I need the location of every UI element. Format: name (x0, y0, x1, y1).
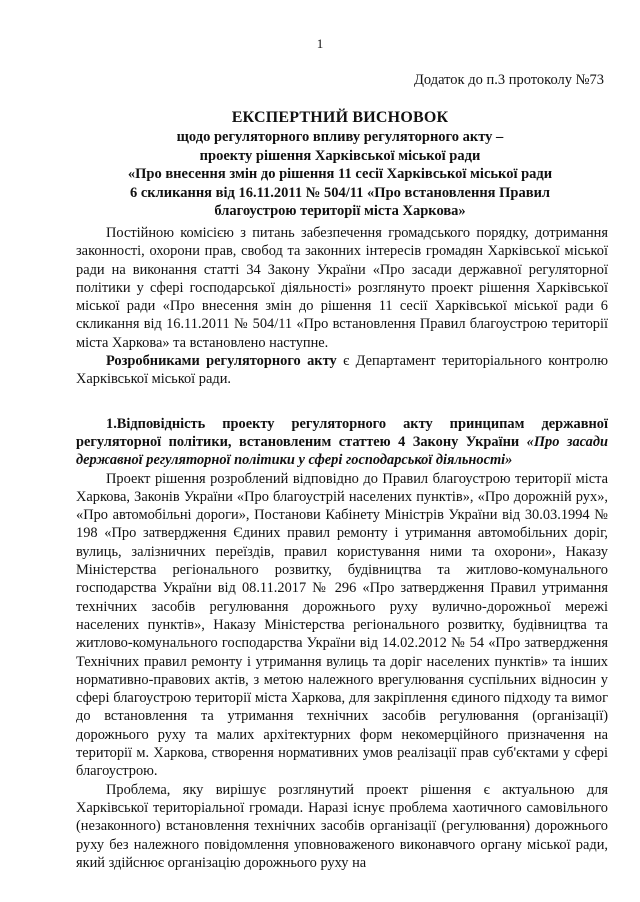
developers-text: є Департамент територіального контролю Харківської міської ради. (76, 353, 608, 388)
heading-line-5: благоустрою території міста Харкова» (214, 203, 466, 219)
problem-paragraph: Проблема, яку вирішує розглянутий проект рішення є актуальною для Харківської територіальної громади. Наразі існує проблема хаотичного самовільного (незаконного) встановлення технічних засобів організації (регулювання) дорожнього руху без належного повідомлення уповноваженого виконавчого органу міської ради, який здійснює організацію дорожнього руху на (76, 781, 608, 871)
intro-paragraph: Постійною комісією з питань забезпечення громадського порядку, дотримання законності, охорони прав, свобод та законних інтересів громадян Харківської міської ради на виконання статті 34 Закону України «Про засади державної регуляторної політики у сфері господарської діяльності» розглянуто проект рішення Харківської міської ради «Про внесення змін до рішення 11 сесії Харківської міської ради 6 скликання від 16.11.2011 № 504/11 «Про встановлення Правил благоустрою території міста Харкова» та встановлено наступне. (76, 225, 608, 351)
developers-paragraph (76, 352, 608, 389)
developers-label: Розробниками регуляторного акту (106, 353, 337, 370)
section-1-heading (76, 415, 608, 470)
heading-line-1: щодо регуляторного впливу регуляторного акту – (176, 129, 504, 145)
annex-reference: Додаток до п.3 протоколу №73 (413, 72, 604, 88)
section-1-heading-bold: 1.Відповідність проекту регуляторного акту принципам державної регуляторної політики, встановленим статтею 4 Закону України (76, 415, 608, 450)
heading-line-3: «Про внесення змін до рішення 11 сесії Харківської міської ради (127, 166, 553, 182)
basis-paragraph: Проект рішення розроблений відповідно до Правил благоустрою території міста Харкова, Законів України «Про благоустрій населених пунктів», «Про дорожній рух», «Про автомобільні дороги», Постанови Кабінету Міністрів України від 30.03.1994 № 198 «Про затвердження Єдиних правил ремонту і утримання автомобільних доріг, вулиць, залізничних переїздів, правил користування ними та охорони», Наказу Міністерства регіонального розвитку, будівництва та житлово-комунального господарства України від 08.11.2017 № 296 «Про затвердження Правил утримання технічних засобів регулювання дорожнього руху вулично-дорожньої мережі населених пунктів», Наказу Міністерства регіонального розвитку, будівництва та житлово-комунального господарства України від 14.02.2012 № 54 «Про затвердження Технічних правил ремонту і утримання вулиць та доріг населених пунктів» та інших нормативно-правових актів, з метою належного врегулювання суспільних відносин у сфері благоустрою території міста Харкова, для закріплення єдиного підходу та вимог до встановлення та утримання технічних засобів регулювання (організації) дорожнього руху та малих архітектурних форм некомерційного призначення на території м. Харкова, створення нормативних умов реалізації прав суб'єктами у сфері благоустрою. (76, 470, 608, 780)
heading-line-4: 6 скликання від 16.11.2011 № 504/11 «Про встановлення Правил (129, 184, 551, 201)
document-title: ЕКСПЕРТНИЙ ВИСНОВОК (231, 109, 449, 126)
heading-line-2: проекту рішення Харківської міської ради (199, 147, 481, 164)
page-number: 1 (316, 36, 324, 51)
document-heading (60, 108, 620, 221)
document-body (76, 224, 608, 872)
section-1-heading-italic: «Про засади державної регуляторної політики у сфері господарської діяльності» (76, 433, 608, 469)
